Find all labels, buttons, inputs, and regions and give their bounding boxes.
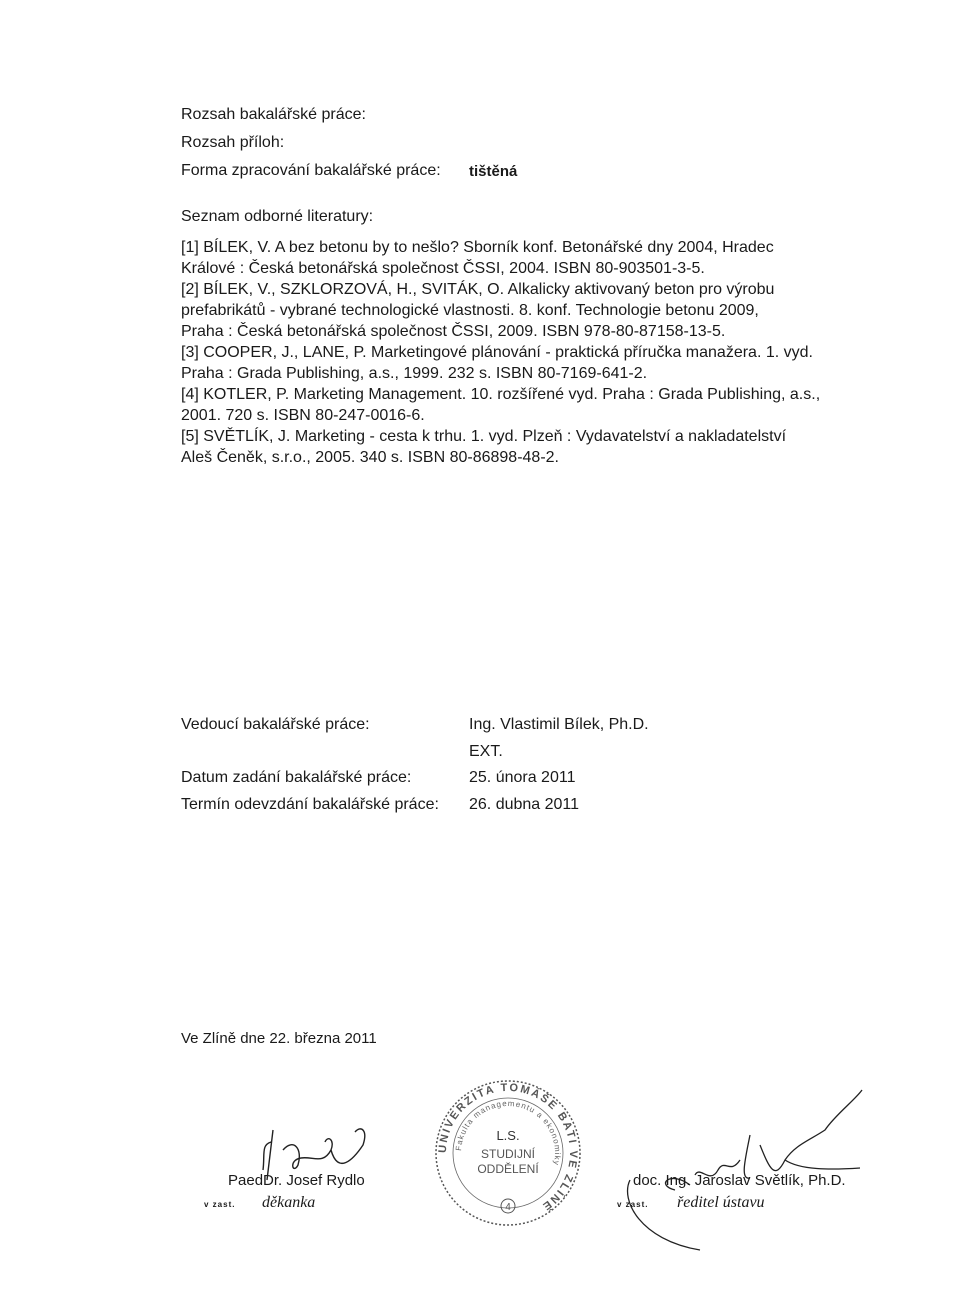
termin-value: 26. dubna 2011 — [469, 796, 580, 813]
rozsah-prace-label: Rozsah bakalářské práce: — [181, 106, 366, 123]
stamp-number: 4 — [505, 1202, 511, 1213]
literature-line: [4] KOTLER, P. Marketing Management. 10. rozšířené vyd. Praha : Grada Publishing, a.s., — [181, 386, 821, 403]
literature-line: Praha : Česká betonářská společnost ČSSI, 2009. ISBN 978-80-87158-13-5. — [181, 323, 726, 340]
signature-left-name: PaedDr. Josef Rydlo — [228, 1172, 365, 1189]
literature-line: Králové : Česká betonářská společnost ČSSI, 2004. ISBN 80-903501-3-5. — [181, 260, 705, 277]
literature-line: prefabrikátů - vybrané technologické vlastnosti. 8. konf. Technologie betonu 2009, — [181, 302, 759, 319]
signature-right-name: doc. Ing. Jaroslav Světlík, Ph.D. — [633, 1172, 846, 1189]
signature-left-prefix: v zast. — [204, 1200, 236, 1209]
literature-heading: Seznam odborné literatury: — [181, 208, 374, 225]
literature-line: [2] BÍLEK, V., SZKLORZOVÁ, H., SVITÁK, O. Alkalicky aktivovaný beton pro výrobu — [181, 281, 775, 298]
stamp-ls: L.S. — [496, 1128, 520, 1143]
signature-scribble-right — [600, 1090, 860, 1250]
signature-right-prefix: v zast. — [617, 1200, 649, 1209]
stamp-inner-text: Fakulta managementu a ekonomiky — [453, 1098, 563, 1167]
datum-value: 25. února 2011 — [469, 769, 576, 786]
stamp-center-line1: STUDIJNÍ — [481, 1147, 535, 1161]
datum-label: Datum zadání bakalářské práce: — [181, 769, 412, 786]
rozsah-priloh-label: Rozsah příloh: — [181, 134, 285, 151]
literature-line: [3] COOPER, J., LANE, P. Marketingové plánování - praktická příručka manažera. 1. vyd. — [181, 344, 813, 361]
stamp-ring-text: UNIVERZITA TOMÁŠE BATI VE ZLÍNĚ — [436, 1081, 580, 1214]
signature-right-role: ředitel ústavu — [677, 1194, 765, 1211]
literature-line: [1] BÍLEK, V. A bez betonu by to nešlo? Sborník konf. Betonářské dny 2004, Hradec — [181, 239, 774, 256]
vedouci-value-2: EXT. — [469, 743, 503, 760]
university-stamp — [433, 1078, 583, 1228]
literature-line: 2001. 720 s. ISBN 80-247-0016-6. — [181, 407, 425, 424]
forma-value: tištěná — [469, 163, 518, 180]
signature-left-role: děkanka — [262, 1194, 316, 1211]
literature-list — [181, 237, 861, 468]
literature-line: Praha : Grada Publishing, a.s., 1999. 232 s. ISBN 80-7169-641-2. — [181, 365, 648, 382]
literature-line: Aleš Čeněk, s.r.o., 2005. 340 s. ISBN 80-86898-48-2. — [181, 449, 559, 466]
literature-line: [5] SVĚTLÍK, J. Marketing - cesta k trhu. 1. vyd. Plzeň : Vydavatelství a nakladatelství — [181, 428, 787, 445]
termin-label: Termín odevzdání bakalářské práce: — [181, 796, 439, 813]
place-date: Ve Zlíně dne 22. března 2011 — [181, 1030, 377, 1047]
vedouci-label: Vedoucí bakalářské práce: — [181, 716, 370, 733]
stamp-center-line2: ODDĚLENÍ — [477, 1162, 539, 1176]
vedouci-value: Ing. Vlastimil Bílek, Ph.D. — [469, 716, 649, 733]
forma-label: Forma zpracování bakalářské práce: — [181, 162, 441, 179]
